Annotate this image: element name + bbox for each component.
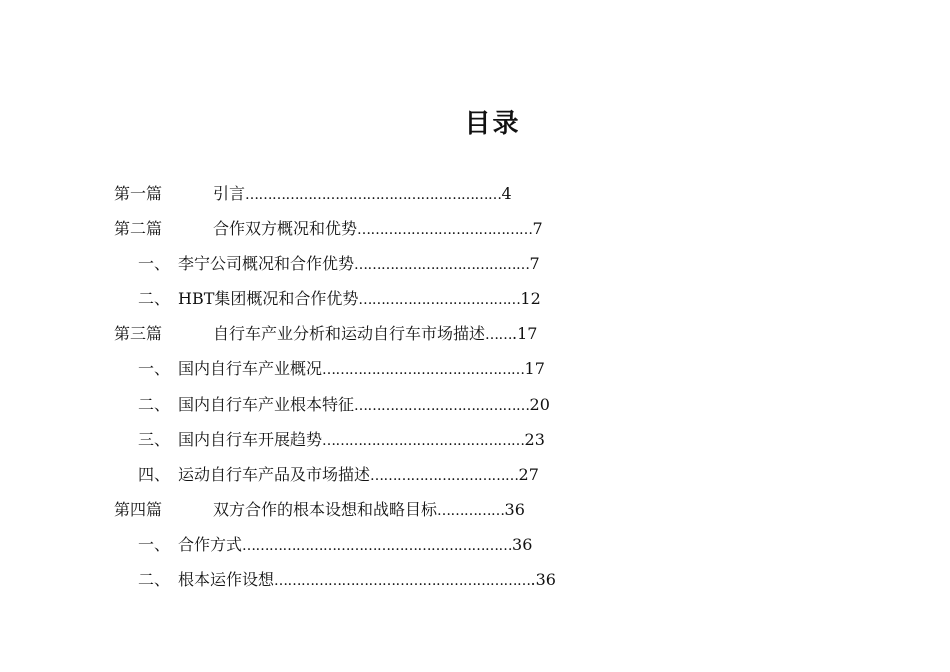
page-number: 4 (501, 184, 512, 203)
page-number: 7 (532, 219, 543, 239)
leader-dots: ……………………………………… (322, 362, 525, 379)
toc-entry[interactable] (213, 180, 512, 209)
toc-row-part-2 (114, 215, 594, 250)
toc-row-section (114, 461, 594, 496)
toc-row-part-3 (114, 320, 594, 355)
page-number: 17 (524, 359, 545, 379)
part-label: 第一篇 (114, 184, 163, 203)
section-number: 一、 (138, 254, 171, 274)
page-number: 23 (524, 429, 545, 449)
entry-text: 根本运作设想 (178, 570, 275, 590)
leader-dots: …………… (437, 502, 505, 519)
part-label: 第二篇 (114, 219, 163, 239)
leader-dots: …… (485, 327, 513, 344)
section-number: 一、 (138, 359, 171, 379)
entry-text: 国内自行车开展趋势 (178, 429, 323, 449)
toc-entry[interactable] (138, 285, 541, 314)
leader-dots: ………………………………… (354, 397, 530, 414)
page-number: .17 (512, 324, 538, 344)
leader-dots: ………………………………… (354, 257, 530, 274)
toc-row-section (114, 285, 594, 320)
toc-entry[interactable] (138, 531, 532, 560)
toc-entry[interactable] (138, 391, 550, 420)
page-number: 20 (529, 394, 550, 414)
toc-title: 目录 (464, 109, 521, 139)
page-number: 36 (504, 499, 525, 519)
toc-entry[interactable] (138, 250, 540, 279)
section-number: 一、 (138, 534, 171, 554)
page-number: 12 (520, 289, 541, 309)
entry-text: 合作方式 (178, 534, 243, 554)
page-number: 27 (518, 464, 539, 484)
entry-text: 引言 (213, 184, 246, 203)
toc-entry[interactable] (138, 355, 545, 384)
toc-row-part-4 (114, 496, 594, 531)
section-number: 二、 (138, 289, 171, 309)
section-number: 二、 (138, 394, 171, 414)
leader-dots: …………………………………………………… (242, 537, 513, 554)
page-number: .36 (530, 570, 556, 590)
toc-row-section (114, 355, 594, 390)
part-label: 第四篇 (114, 499, 163, 519)
toc-entry[interactable] (138, 566, 556, 595)
entry-text: 运动自行车产品及市场描述 (178, 464, 371, 484)
entry-text: 国内自行车产业概况 (178, 359, 323, 379)
leader-dots: …………………………… (370, 467, 519, 484)
leader-dots: ……………………………………… (322, 432, 525, 449)
toc-entry[interactable] (138, 461, 539, 490)
entry-text: 自行车产业分析和运动自行车市场描述 (213, 324, 486, 344)
toc-row-section (114, 531, 594, 566)
toc-entry[interactable] (213, 320, 537, 349)
toc-entry[interactable] (138, 426, 545, 455)
entry-text: 国内自行车产业根本特征 (178, 394, 355, 414)
toc-row-section (114, 566, 594, 601)
leader-dots: ………………………………… (357, 222, 533, 239)
toc-row-section (114, 426, 594, 461)
entry-text: 双方合作的根本设想和战略目标 (213, 499, 438, 519)
toc-entry[interactable] (213, 496, 525, 525)
toc-row-section (114, 250, 594, 285)
section-number: 四、 (138, 464, 171, 484)
toc-row-part-1 (114, 180, 594, 215)
section-number: 三、 (138, 429, 171, 449)
toc-row-section (114, 391, 594, 426)
entry-text: 李宁公司概况和合作优势 (178, 254, 355, 274)
page-number: 36 (512, 534, 533, 554)
section-number: 二、 (138, 570, 171, 590)
table-of-contents (114, 180, 594, 601)
toc-entry[interactable] (213, 215, 543, 244)
part-label: 第三篇 (114, 324, 163, 344)
leader-dots: ………………………………………………… (245, 187, 502, 203)
page-number: 7 (529, 254, 540, 274)
entry-text: 合作双方概况和优势 (213, 219, 358, 239)
leader-dots: ……………………………… (358, 292, 521, 309)
leader-dots: ………………………………………………… (274, 573, 531, 590)
entry-text: HBT集团概况和合作优势 (178, 289, 359, 309)
